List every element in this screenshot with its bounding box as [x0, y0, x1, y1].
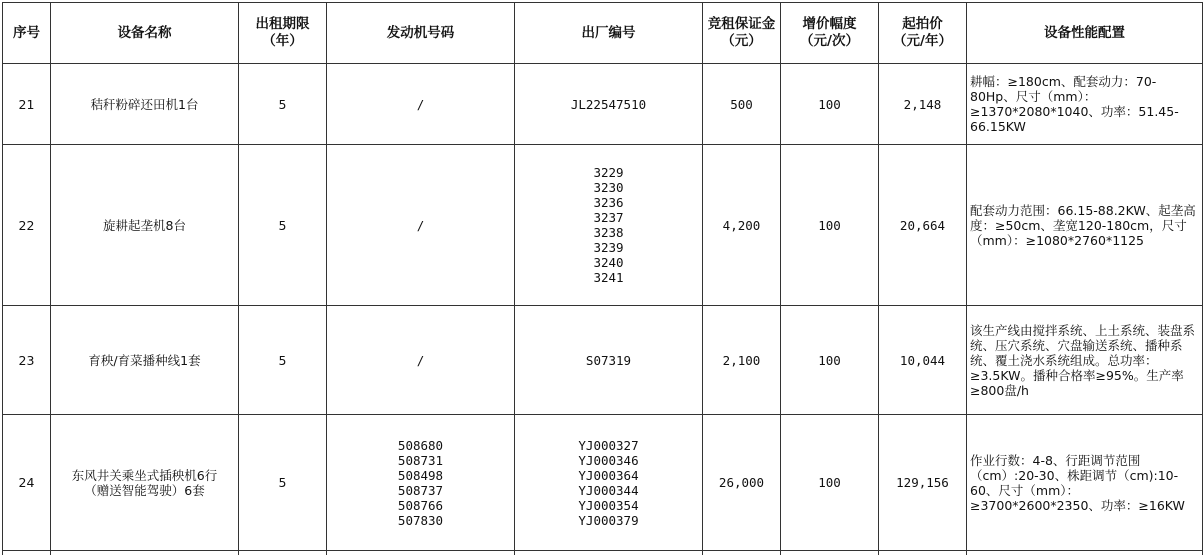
header-config: 设备性能配置 — [967, 3, 1203, 64]
engine-number: 508731 — [397, 452, 444, 468]
header-start-line1: 起拍价 — [902, 16, 943, 32]
cell-increment: 100 — [781, 415, 879, 551]
table-row — [3, 145, 1203, 306]
cell-name: 旋耕起垄机8台 — [51, 145, 239, 306]
factory-number: YJ000379 — [578, 512, 639, 528]
cell-name: 育秧/育菜播种线1套 — [51, 306, 239, 415]
header-row — [3, 3, 1203, 64]
header-deposit-line1: 竞租保证金 — [707, 16, 776, 32]
header-engine: 发动机号码 — [327, 3, 515, 64]
cell-name-line2: （赠送智能驾驶）6套 — [84, 482, 205, 498]
cell-increment: 100 — [781, 64, 879, 145]
factory-number: 3237 — [593, 210, 624, 225]
factory-number: 3229 — [593, 165, 624, 180]
cell-term: 5 — [239, 415, 327, 551]
cell-deposit: 4,200 — [703, 145, 781, 306]
header-start-price — [879, 3, 967, 64]
table-row — [3, 415, 1203, 551]
header-start-line2: （元/年） — [893, 33, 952, 49]
cell-seq: 23 — [3, 306, 51, 415]
cell-start-price: 10,044 — [879, 306, 967, 415]
factory-number: 3236 — [593, 195, 624, 210]
cell-deposit: 500 — [703, 64, 781, 145]
header-increment — [781, 3, 879, 64]
factory-number: 3230 — [593, 180, 624, 195]
header-increment-line1: 增价幅度 — [802, 16, 857, 32]
table-row — [3, 306, 1203, 415]
cell-increment: 100 — [781, 306, 879, 415]
cell-engine — [327, 415, 515, 551]
cell-config: 作业行数：4-8、行距调节范围（cm）:20-30、株距调节（cm):10-60、尺寸（mm）：≥3700*2600*2350、功率：≥16KW — [967, 415, 1203, 551]
engine-number: 508737 — [397, 482, 444, 498]
cell-name — [51, 415, 239, 551]
cell-config: 耕幅：≥180cm、配套动力：70-80Hp、尺寸（mm）：≥1370*2080*1040、功率：51.45-66.15KW — [967, 64, 1203, 145]
cell-start-price: 20,664 — [879, 145, 967, 306]
engine-number: 508766 — [397, 497, 444, 513]
factory-number: YJ000354 — [578, 497, 639, 513]
cell-term: 5 — [239, 64, 327, 145]
cell-config: 配套动力范围：66.15-88.2KW、起垄高度：≥50cm、垄宽120-180cm，尺寸（mm）：≥1080*2760*1125 — [967, 145, 1203, 306]
cell-deposit: 2,100 — [703, 306, 781, 415]
cell-factory — [515, 415, 703, 551]
engine-number: 508498 — [397, 467, 444, 483]
cell-term: 5 — [239, 145, 327, 306]
cell-factory: S07319 — [515, 306, 703, 415]
factory-number: 3240 — [593, 255, 624, 270]
cell-engine: / — [327, 306, 515, 415]
cell-factory: JL22547510 — [515, 64, 703, 145]
cell-name-line1: 东风井关乘坐式插秧机6行 — [71, 467, 218, 483]
table-row — [3, 64, 1203, 145]
header-deposit — [703, 3, 781, 64]
table-row-partial — [3, 551, 1203, 555]
factory-number: YJ000364 — [578, 467, 639, 483]
cell-start-price: 2,148 — [879, 64, 967, 145]
cell-term: 5 — [239, 306, 327, 415]
engine-number: 507830 — [397, 512, 444, 528]
header-increment-line2: （元/次） — [800, 33, 859, 49]
equipment-rental-table — [2, 2, 1203, 555]
cell-seq: 24 — [3, 415, 51, 551]
header-name: 设备名称 — [51, 3, 239, 64]
header-term — [239, 3, 327, 64]
factory-number: 3239 — [593, 240, 624, 255]
header-term-line2: （年） — [262, 33, 303, 49]
cell-deposit: 26,000 — [703, 415, 781, 551]
cell-factory — [515, 145, 703, 306]
cell-seq: 22 — [3, 145, 51, 306]
cell-engine: / — [327, 64, 515, 145]
factory-number: 3238 — [593, 225, 624, 240]
header-factory: 出厂编号 — [515, 3, 703, 64]
cell-increment: 100 — [781, 145, 879, 306]
cell-seq: 21 — [3, 64, 51, 145]
header-term-line1: 出租期限 — [255, 16, 310, 32]
cell-name: 秸秆粉碎还田机1台 — [51, 64, 239, 145]
cell-config: 该生产线由搅拌系统、上土系统、装盘系统、压穴系统、穴盘输送系统、播种系统、覆土浇水系统组成。总功率：≥3.5KW。播种合格率≥95%。生产率≥800盘/h — [967, 306, 1203, 415]
header-deposit-line2: （元） — [721, 33, 762, 49]
factory-number: YJ000344 — [578, 482, 639, 498]
factory-number: YJ000346 — [578, 452, 639, 468]
header-seq: 序号 — [3, 3, 51, 64]
engine-number: 508680 — [397, 437, 444, 453]
cell-engine: / — [327, 145, 515, 306]
cell-start-price: 129,156 — [879, 415, 967, 551]
factory-number: YJ000327 — [578, 437, 639, 453]
factory-number: 3241 — [593, 270, 624, 285]
